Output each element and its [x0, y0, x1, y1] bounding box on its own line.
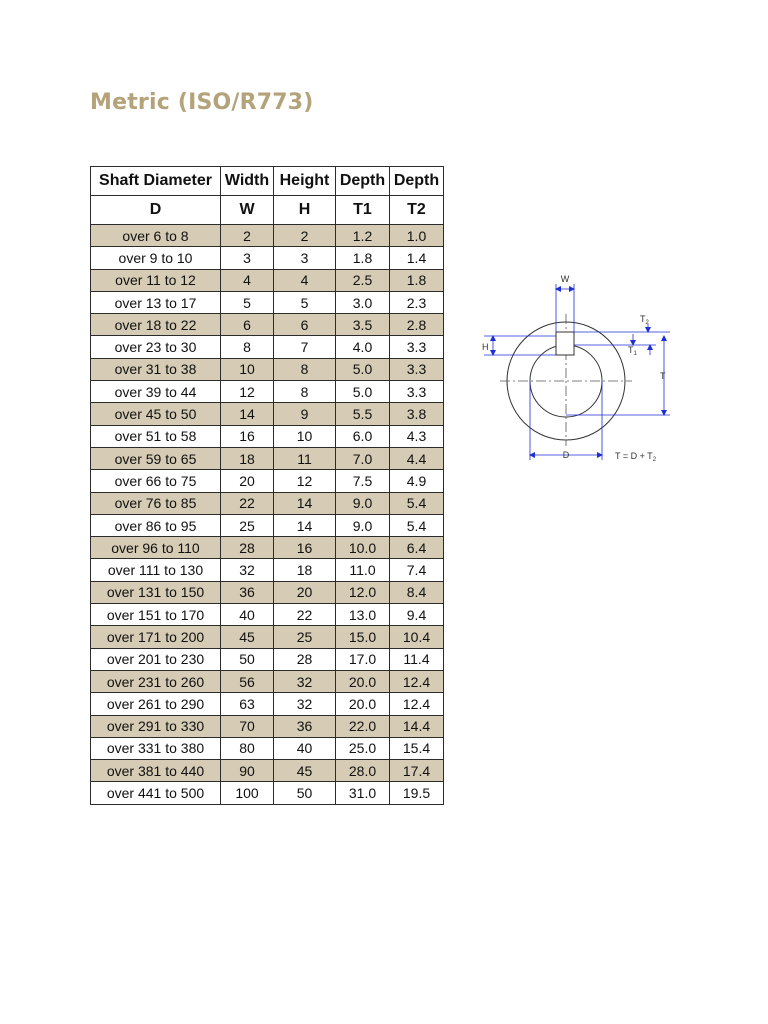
table-row: [91, 269, 444, 291]
header-width: Width: [221, 167, 274, 196]
table-subheader-row: [91, 196, 444, 225]
cell-height: 40: [274, 737, 336, 759]
cell-depth-t1: 3.5: [336, 314, 390, 336]
cell-width: 25: [221, 514, 274, 536]
cell-height: 14: [274, 492, 336, 514]
cell-depth-t1: 12.0: [336, 581, 390, 603]
cell-depth-t2: 1.0: [390, 225, 444, 247]
cell-height: 25: [274, 626, 336, 648]
cell-width: 2: [221, 225, 274, 247]
w-label: W: [560, 274, 570, 284]
cell-shaft-diameter: over 231 to 260: [91, 670, 221, 692]
cell-shaft-diameter: over 39 to 44: [91, 381, 221, 403]
cell-height: 45: [274, 760, 336, 782]
cell-depth-t2: 2.3: [390, 291, 444, 313]
cell-width: 40: [221, 604, 274, 626]
cell-width: 18: [221, 447, 274, 469]
cell-depth-t1: 22.0: [336, 715, 390, 737]
cell-height: 6: [274, 314, 336, 336]
cell-shaft-diameter: over 331 to 380: [91, 737, 221, 759]
table-row: [91, 715, 444, 737]
cell-height: 4: [274, 269, 336, 291]
table-row: [91, 381, 444, 403]
table-row: [91, 737, 444, 759]
table-row: [91, 782, 444, 804]
cell-height: 12: [274, 470, 336, 492]
cell-height: 14: [274, 514, 336, 536]
cell-width: 20: [221, 470, 274, 492]
cell-height: 10: [274, 425, 336, 447]
cell-height: 7: [274, 336, 336, 358]
cell-width: 6: [221, 314, 274, 336]
cell-depth-t1: 1.2: [336, 225, 390, 247]
cell-shaft-diameter: over 59 to 65: [91, 447, 221, 469]
cell-height: 36: [274, 715, 336, 737]
cell-width: 5: [221, 291, 274, 313]
cell-shaft-diameter: over 51 to 58: [91, 425, 221, 447]
cell-depth-t2: 1.8: [390, 269, 444, 291]
table-row: [91, 225, 444, 247]
cell-depth-t2: 3.3: [390, 358, 444, 380]
cell-height: 9: [274, 403, 336, 425]
cell-width: 32: [221, 559, 274, 581]
subheader-t1: T1: [336, 196, 390, 225]
table-row: [91, 492, 444, 514]
table-body: [91, 225, 444, 805]
cell-depth-t2: 2.8: [390, 314, 444, 336]
cell-depth-t2: 10.4: [390, 626, 444, 648]
cell-depth-t1: 5.0: [336, 381, 390, 403]
cell-shaft-diameter: over 66 to 75: [91, 470, 221, 492]
cell-depth-t1: 5.5: [336, 403, 390, 425]
cell-shaft-diameter: over 13 to 17: [91, 291, 221, 313]
cell-height: 32: [274, 693, 336, 715]
subheader-t2: T2: [390, 196, 444, 225]
cell-width: 80: [221, 737, 274, 759]
key-dimensions-table: [90, 166, 444, 805]
cell-width: 16: [221, 425, 274, 447]
cell-depth-t2: 19.5: [390, 782, 444, 804]
cell-height: 18: [274, 559, 336, 581]
cell-depth-t1: 10.0: [336, 537, 390, 559]
cell-depth-t2: 4.9: [390, 470, 444, 492]
cell-width: 8: [221, 336, 274, 358]
h-label: H: [482, 342, 489, 352]
cell-depth-t2: 8.4: [390, 581, 444, 603]
t-label: T: [660, 371, 666, 381]
cell-depth-t2: 12.4: [390, 670, 444, 692]
cell-width: 50: [221, 648, 274, 670]
table-row: [91, 336, 444, 358]
cell-shaft-diameter: over 45 to 50: [91, 403, 221, 425]
cell-shaft-diameter: over 291 to 330: [91, 715, 221, 737]
cell-depth-t1: 1.8: [336, 247, 390, 269]
cell-width: 4: [221, 269, 274, 291]
table-header-row: [91, 167, 444, 196]
cell-width: 14: [221, 403, 274, 425]
table-row: [91, 648, 444, 670]
cell-height: 32: [274, 670, 336, 692]
header-height: Height: [274, 167, 336, 196]
cell-depth-t1: 25.0: [336, 737, 390, 759]
cell-depth-t2: 5.4: [390, 514, 444, 536]
table-row: [91, 314, 444, 336]
cell-depth-t1: 28.0: [336, 760, 390, 782]
cell-shaft-diameter: over 96 to 110: [91, 537, 221, 559]
cell-width: 56: [221, 670, 274, 692]
cell-depth-t1: 9.0: [336, 514, 390, 536]
table-row: [91, 693, 444, 715]
page-title: Metric (ISO/R773): [90, 90, 314, 115]
cell-depth-t2: 12.4: [390, 693, 444, 715]
cell-shaft-diameter: over 441 to 500: [91, 782, 221, 804]
cell-height: 8: [274, 358, 336, 380]
cell-height: 22: [274, 604, 336, 626]
cell-depth-t2: 14.4: [390, 715, 444, 737]
cell-shaft-diameter: over 9 to 10: [91, 247, 221, 269]
t1-label: $T_1$: [628, 345, 637, 357]
cell-shaft-diameter: over 261 to 290: [91, 693, 221, 715]
cell-width: 28: [221, 537, 274, 559]
table-row: [91, 581, 444, 603]
cell-depth-t2: 7.4: [390, 559, 444, 581]
table-row: [91, 470, 444, 492]
cell-height: 5: [274, 291, 336, 313]
cell-height: 3: [274, 247, 336, 269]
cell-shaft-diameter: over 201 to 230: [91, 648, 221, 670]
cell-width: 3: [221, 247, 274, 269]
cell-shaft-diameter: over 6 to 8: [91, 225, 221, 247]
table-row: [91, 425, 444, 447]
subheader-w: W: [221, 196, 274, 225]
cell-width: 45: [221, 626, 274, 648]
cell-depth-t1: 3.0: [336, 291, 390, 313]
cell-width: 63: [221, 693, 274, 715]
table-row: [91, 537, 444, 559]
cell-height: 2: [274, 225, 336, 247]
cell-height: 50: [274, 782, 336, 804]
cell-shaft-diameter: over 86 to 95: [91, 514, 221, 536]
d-label: D: [562, 450, 570, 460]
cell-depth-t2: 1.4: [390, 247, 444, 269]
table-row: [91, 358, 444, 380]
cell-width: 36: [221, 581, 274, 603]
t2-label: $T_2$: [640, 314, 649, 326]
cell-depth-t1: 11.0: [336, 559, 390, 581]
cell-depth-t1: 31.0: [336, 782, 390, 804]
cell-depth-t1: 2.5: [336, 269, 390, 291]
table-row: [91, 291, 444, 313]
cell-depth-t2: 17.4: [390, 760, 444, 782]
cell-width: 12: [221, 381, 274, 403]
keyway-diagram: [478, 270, 678, 470]
cell-shaft-diameter: over 11 to 12: [91, 269, 221, 291]
table-row: [91, 403, 444, 425]
cell-depth-t1: 7.5: [336, 470, 390, 492]
cell-width: 70: [221, 715, 274, 737]
cell-depth-t1: 6.0: [336, 425, 390, 447]
cell-depth-t2: 4.3: [390, 425, 444, 447]
cell-shaft-diameter: over 76 to 85: [91, 492, 221, 514]
cell-width: 100: [221, 782, 274, 804]
header-shaft-diameter: Shaft Diameter: [91, 167, 221, 196]
table-row: [91, 247, 444, 269]
cell-depth-t1: 20.0: [336, 670, 390, 692]
cell-height: 11: [274, 447, 336, 469]
cell-width: 90: [221, 760, 274, 782]
table-row: [91, 447, 444, 469]
cell-depth-t2: 3.3: [390, 381, 444, 403]
table-row: [91, 670, 444, 692]
cell-depth-t2: 3.8: [390, 403, 444, 425]
keyway-slot: [556, 332, 574, 355]
cell-depth-t2: 6.4: [390, 537, 444, 559]
cell-shaft-diameter: over 171 to 200: [91, 626, 221, 648]
table-row: [91, 514, 444, 536]
cell-depth-t1: 9.0: [336, 492, 390, 514]
cell-depth-t2: 11.4: [390, 648, 444, 670]
cell-shaft-diameter: over 151 to 170: [91, 604, 221, 626]
table-row: [91, 626, 444, 648]
header-depth-t2: Depth: [390, 167, 444, 196]
cell-shaft-diameter: over 31 to 38: [91, 358, 221, 380]
table-row: [91, 760, 444, 782]
cell-depth-t1: 4.0: [336, 336, 390, 358]
header-depth-t1: Depth: [336, 167, 390, 196]
cell-width: 10: [221, 358, 274, 380]
cell-depth-t1: 7.0: [336, 447, 390, 469]
cell-height: 8: [274, 381, 336, 403]
cell-height: 28: [274, 648, 336, 670]
cell-depth-t1: 13.0: [336, 604, 390, 626]
subheader-d: D: [91, 196, 221, 225]
cell-depth-t2: 9.4: [390, 604, 444, 626]
cell-depth-t1: 20.0: [336, 693, 390, 715]
cell-depth-t2: 3.3: [390, 336, 444, 358]
cell-depth-t2: 4.4: [390, 447, 444, 469]
cell-depth-t1: 5.0: [336, 358, 390, 380]
cell-shaft-diameter: over 131 to 150: [91, 581, 221, 603]
cell-shaft-diameter: over 18 to 22: [91, 314, 221, 336]
cell-height: 20: [274, 581, 336, 603]
cell-width: 22: [221, 492, 274, 514]
table-row: [91, 604, 444, 626]
table-row: [91, 559, 444, 581]
subheader-h: H: [274, 196, 336, 225]
cell-depth-t2: 15.4: [390, 737, 444, 759]
cell-height: 16: [274, 537, 336, 559]
cell-depth-t1: 17.0: [336, 648, 390, 670]
cell-depth-t2: 5.4: [390, 492, 444, 514]
cell-shaft-diameter: over 111 to 130: [91, 559, 221, 581]
cell-shaft-diameter: over 23 to 30: [91, 336, 221, 358]
cell-shaft-diameter: over 381 to 440: [91, 760, 221, 782]
t-formula: $T = D + T_2$: [615, 451, 657, 463]
cell-depth-t1: 15.0: [336, 626, 390, 648]
